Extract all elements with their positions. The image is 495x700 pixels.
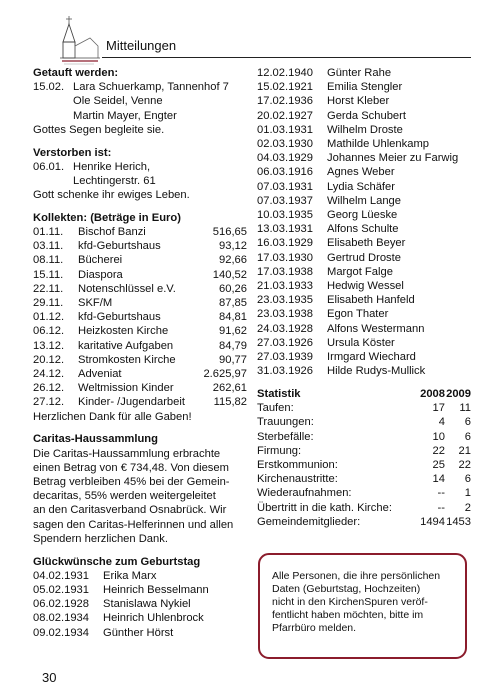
- collection-purpose: karitative Aufgaben: [78, 339, 174, 352]
- birthday-name: Lydia Schäfer: [327, 180, 395, 193]
- statistics-year-2008: 2008: [420, 387, 445, 400]
- collection-amount: 516,65: [212, 226, 247, 239]
- birthday-date: 17.03.1938: [257, 265, 313, 278]
- birthday-date: 04.03.1929: [257, 152, 313, 165]
- statistics-row: [257, 401, 471, 415]
- collection-amount: 91,62: [219, 325, 247, 338]
- birthday-name: Johannes Meier zu Farwig: [327, 152, 459, 165]
- birthday-row: [257, 350, 471, 364]
- statistics-value-2008: --: [437, 487, 445, 500]
- birthday-row: [257, 279, 471, 293]
- birthday-row: [257, 165, 471, 179]
- collection-row: [33, 339, 247, 353]
- birthday-row: [257, 66, 471, 80]
- birthday-row: [257, 80, 471, 94]
- birthday-row: [257, 194, 471, 208]
- collection-purpose: SKF/M: [78, 297, 113, 310]
- death-name: Henrike Herich,: [73, 160, 151, 173]
- caritas-line: einen Betrag von € 734,48. Von diesem: [33, 461, 229, 474]
- collection-purpose: Stromkosten Kirche: [78, 353, 176, 366]
- caritas-line: Betrag verbleiben 45% bei der Gemein-: [33, 475, 230, 488]
- statistics-value-2009: 22: [458, 458, 471, 471]
- collection-date: 01.12.: [33, 311, 65, 324]
- birthday-row: [257, 293, 471, 307]
- birthday-name: Erika Marx: [103, 569, 157, 582]
- statistics-value-2009: 11: [459, 402, 471, 415]
- birthdays-list-left: [33, 569, 247, 640]
- collection-row: [33, 353, 247, 367]
- collection-amount: 60,26: [219, 282, 247, 295]
- birthday-date: 20.02.1927: [257, 109, 313, 122]
- birthday-row: [33, 569, 247, 583]
- birthday-date: 07.03.1937: [257, 194, 313, 207]
- notice-line: fentlicht haben möchten, bitte im: [272, 609, 424, 621]
- birthday-date: 23.03.1938: [257, 308, 313, 321]
- deaths-heading: Verstorben ist:: [33, 146, 112, 159]
- statistics-header-row: [257, 387, 471, 401]
- collections-table: [33, 225, 247, 410]
- page-header-title: Mitteilungen: [106, 38, 177, 53]
- notice-line: Alle Personen, die ihre persönlichen: [272, 570, 441, 582]
- caritas-heading: Caritas-Haussammlung: [33, 433, 158, 446]
- caritas-line: Die Caritas-Haussammlung erbrachte: [33, 447, 221, 460]
- statistics-label: Kirchenaustritte:: [257, 473, 338, 486]
- birthday-name: Elisabeth Hanfeld: [327, 294, 415, 307]
- birthday-row: [33, 583, 247, 597]
- collection-date: 13.12.: [33, 339, 65, 352]
- caritas-text: [33, 447, 247, 546]
- statistics-value-2009: 2: [464, 501, 471, 514]
- statistics-row: [257, 444, 471, 458]
- right-column: [257, 66, 471, 529]
- birthday-row: [33, 626, 247, 640]
- collection-date: 29.11.: [33, 297, 64, 310]
- collection-purpose: kfd-Geburtshaus: [78, 311, 161, 324]
- birthday-name: Wilhelm Lange: [327, 194, 401, 207]
- birthday-date: 06.02.1928: [33, 598, 89, 611]
- birthday-row: [257, 236, 471, 250]
- statistics-row: [257, 430, 471, 444]
- baptism-name: Ole Seidel, Venne: [73, 95, 163, 108]
- collection-purpose: Heizkosten Kirche: [78, 325, 169, 338]
- birthday-date: 12.02.1940: [257, 67, 313, 79]
- birthday-name: Heinrich Uhlenbrock: [103, 612, 204, 625]
- death-entry: [33, 160, 247, 174]
- collection-amount: 140,52: [212, 268, 247, 281]
- statistics-heading: Statistik: [257, 387, 301, 400]
- baptism-blessing: Gottes Segen begleite sie.: [33, 123, 165, 136]
- birthday-row: [33, 597, 247, 611]
- statistics-label: Trauungen:: [257, 416, 314, 429]
- birthday-name: Heinrich Besselmann: [103, 583, 209, 596]
- birthday-row: [257, 109, 471, 123]
- birthday-name: Egon Thater: [327, 308, 389, 321]
- birthday-name: Gertrud Droste: [327, 251, 401, 264]
- privacy-notice-box: [258, 553, 467, 659]
- collection-date: 03.11.: [33, 240, 64, 253]
- birthday-row: [257, 222, 471, 236]
- birthday-date: 02.03.1930: [257, 138, 313, 151]
- birthday-name: Gerda Schubert: [327, 109, 406, 122]
- statistics-label: Übertritt in die kath. Kirche:: [257, 501, 392, 514]
- collection-purpose: kfd-Geburtshaus: [78, 240, 161, 253]
- statistics-value-2008: 4: [438, 416, 445, 429]
- collection-row: [33, 310, 247, 324]
- collection-amount: 115,82: [213, 396, 247, 409]
- birthday-name: Agnes Weber: [327, 166, 395, 179]
- statistics-value-2008: 1494: [420, 515, 445, 528]
- collection-date: 27.12.: [33, 396, 65, 409]
- collection-purpose: Notenschlüssel e.V.: [78, 282, 176, 295]
- notice-line: nicht in den KirchenSpuren veröf-: [272, 596, 428, 608]
- statistics-value-2009: 1453: [446, 515, 471, 528]
- statistics-value-2008: 22: [432, 444, 445, 457]
- collections-thanks: Herzlichen Dank für alle Gaben!: [33, 410, 192, 423]
- birthday-date: 17.02.1936: [257, 95, 313, 108]
- birthday-date: 27.03.1926: [257, 336, 313, 349]
- collection-amount: 87,85: [219, 297, 247, 310]
- birthday-date: 31.03.1926: [257, 365, 313, 378]
- death-text: Gott schenke ihr ewiges Leben.: [33, 189, 190, 202]
- page-number: 30: [42, 670, 57, 685]
- statistics-label: Sterbefälle:: [257, 430, 314, 443]
- statistics-year-2009: 2009: [446, 387, 471, 400]
- birthday-date: 24.03.1928: [257, 322, 313, 335]
- collections-heading: Kollekten: (Beträge in Euro): [33, 211, 181, 224]
- statistics-row: [257, 415, 471, 429]
- birthday-date: 15.02.1921: [257, 81, 313, 94]
- statistics-label: Firmung:: [257, 444, 302, 457]
- collection-date: 20.12.: [33, 353, 65, 366]
- collection-row: [33, 296, 247, 310]
- caritas-line: an den Caritasverband Osnabrück. Wir: [33, 504, 227, 517]
- header-divider: [102, 57, 471, 58]
- birthday-name: Horst Kleber: [327, 95, 390, 108]
- statistics-label: Taufen:: [257, 402, 294, 415]
- collection-row: [33, 367, 247, 381]
- birthday-row: [257, 322, 471, 336]
- collection-purpose: Kinder- /Jugendarbeit: [78, 396, 185, 409]
- birthday-row: [33, 611, 247, 625]
- collection-amount: 262,61: [212, 382, 247, 395]
- statistics-value-2009: 6: [464, 473, 471, 486]
- notice-line: Pfarrbüro melden.: [272, 622, 357, 634]
- death-date: 06.01.: [33, 160, 65, 173]
- baptism-date: 15.02.: [33, 81, 65, 94]
- birthday-name: Alfons Schulte: [327, 223, 399, 236]
- birthday-row: [257, 307, 471, 321]
- collection-amount: 84,79: [219, 339, 247, 352]
- baptism-name: Lara Schuerkamp, Tannenhof 7: [73, 81, 229, 94]
- statistics-label: Gemeindemitglieder:: [257, 515, 361, 528]
- birthday-name: Hedwig Wessel: [327, 280, 404, 293]
- birthday-name: Mathilde Uhlenkamp: [327, 138, 429, 151]
- statistics-value-2008: 25: [432, 458, 445, 471]
- birthday-date: 21.03.1933: [257, 280, 313, 293]
- collection-amount: 92,66: [219, 254, 247, 267]
- collection-purpose: Adveniat: [78, 368, 122, 381]
- birthday-date: 04.02.1931: [33, 569, 89, 582]
- collection-row: [33, 282, 247, 296]
- birthdays-heading: Glückwünsche zum Geburtstag: [33, 555, 201, 568]
- caritas-line: sagen den Caritas-Helferinnen und allen: [33, 518, 234, 531]
- baptisms-heading: Getauft werden:: [33, 67, 119, 79]
- collection-date: 24.12.: [33, 368, 65, 381]
- birthday-name: Ursula Köster: [327, 336, 395, 349]
- statistics-row: [257, 486, 471, 500]
- notice-line: Daten (Geburtstag, Hochzeiten): [272, 583, 421, 595]
- collection-purpose: Bischof Banzi: [78, 226, 146, 239]
- birthday-name: Wilhelm Droste: [327, 123, 403, 136]
- statistics-row: [257, 458, 471, 472]
- collection-row: [33, 225, 247, 239]
- birthday-name: Emilia Stengler: [327, 81, 403, 94]
- collection-date: 22.11.: [33, 282, 64, 295]
- collection-row: [33, 253, 247, 267]
- birthday-row: [257, 208, 471, 222]
- birthday-name: Alfons Westermann: [327, 322, 425, 335]
- statistics-label: Wiederaufnahmen:: [257, 487, 352, 500]
- collection-row: [33, 268, 247, 282]
- birthday-name: Margot Falge: [327, 265, 393, 278]
- collection-row: [33, 395, 247, 409]
- collection-date: 26.12.: [33, 382, 65, 395]
- birthday-date: 05.02.1931: [33, 583, 89, 596]
- birthday-row: [257, 251, 471, 265]
- statistics-table: [257, 387, 471, 529]
- statistics-label: Erstkommunion:: [257, 458, 338, 471]
- parish-logo: [58, 14, 100, 66]
- statistics-value-2008: --: [437, 501, 445, 514]
- collection-date: 06.12.: [33, 325, 65, 338]
- birthday-row: [257, 123, 471, 137]
- birthdays-list-right: [257, 66, 471, 378]
- collection-purpose: Weltmission Kinder: [78, 382, 174, 395]
- baptism-name: Martin Mayer, Engter: [73, 109, 177, 122]
- birthday-name: Günter Rahe: [327, 67, 392, 79]
- birthday-row: [257, 137, 471, 151]
- birthday-date: 09.02.1934: [33, 626, 89, 639]
- birthday-date: 08.02.1934: [33, 612, 89, 625]
- left-column: [33, 66, 247, 640]
- collection-amount: 93,12: [219, 240, 247, 253]
- statistics-value-2008: 14: [432, 473, 445, 486]
- statistics-value-2008: 17: [432, 402, 445, 415]
- collection-row: [33, 324, 247, 338]
- birthday-name: Georg Lüeske: [327, 209, 398, 222]
- birthday-date: 07.03.1931: [257, 180, 313, 193]
- statistics-value-2008: 10: [432, 430, 445, 443]
- collection-row: [33, 239, 247, 253]
- birthday-row: [257, 364, 471, 378]
- statistics-row: [257, 515, 471, 529]
- birthday-row: [257, 151, 471, 165]
- birthday-row: [257, 94, 471, 108]
- baptism-entry: [33, 80, 247, 94]
- statistics-value-2009: 1: [464, 487, 471, 500]
- caritas-line: Spendern herzlichen Dank.: [33, 532, 168, 545]
- collection-purpose: Bücherei: [78, 254, 123, 267]
- birthday-name: Günther Hörst: [103, 626, 174, 639]
- statistics-value-2009: 6: [464, 416, 471, 429]
- birthday-name: Irmgard Wiechard: [327, 351, 416, 364]
- birthday-row: [257, 180, 471, 194]
- birthday-date: 10.03.1935: [257, 209, 313, 222]
- collection-date: 15.11.: [33, 268, 64, 281]
- birthday-name: Elisabeth Beyer: [327, 237, 406, 250]
- collection-amount: 2.625,97: [203, 368, 247, 381]
- birthday-date: 23.03.1935: [257, 294, 313, 307]
- birthday-date: 13.03.1931: [257, 223, 313, 236]
- birthday-name: Stanislawa Nykiel: [103, 598, 191, 611]
- birthday-date: 16.03.1929: [257, 237, 313, 250]
- statistics-row: [257, 472, 471, 486]
- statistics-row: [257, 501, 471, 515]
- collection-purpose: Diaspora: [78, 268, 123, 281]
- birthday-date: 27.03.1939: [257, 351, 313, 364]
- collection-amount: 90,77: [219, 353, 247, 366]
- statistics-value-2009: 21: [458, 444, 471, 457]
- collection-date: 01.11.: [33, 226, 64, 239]
- birthday-date: 06.03.1916: [257, 166, 313, 179]
- collection-row: [33, 381, 247, 395]
- birthday-row: [257, 336, 471, 350]
- birthday-name: Hilde Rudys-Mullick: [327, 365, 426, 378]
- collection-date: 08.11.: [33, 254, 64, 267]
- statistics-value-2009: 6: [464, 430, 471, 443]
- birthday-date: 17.03.1930: [257, 251, 313, 264]
- birthday-row: [257, 265, 471, 279]
- caritas-line: decaritas, 55% werden weitergeleitet: [33, 490, 216, 503]
- death-address: Lechtingerstr. 61: [73, 174, 156, 187]
- birthday-date: 01.03.1931: [257, 123, 313, 136]
- collection-amount: 84,81: [219, 311, 247, 324]
